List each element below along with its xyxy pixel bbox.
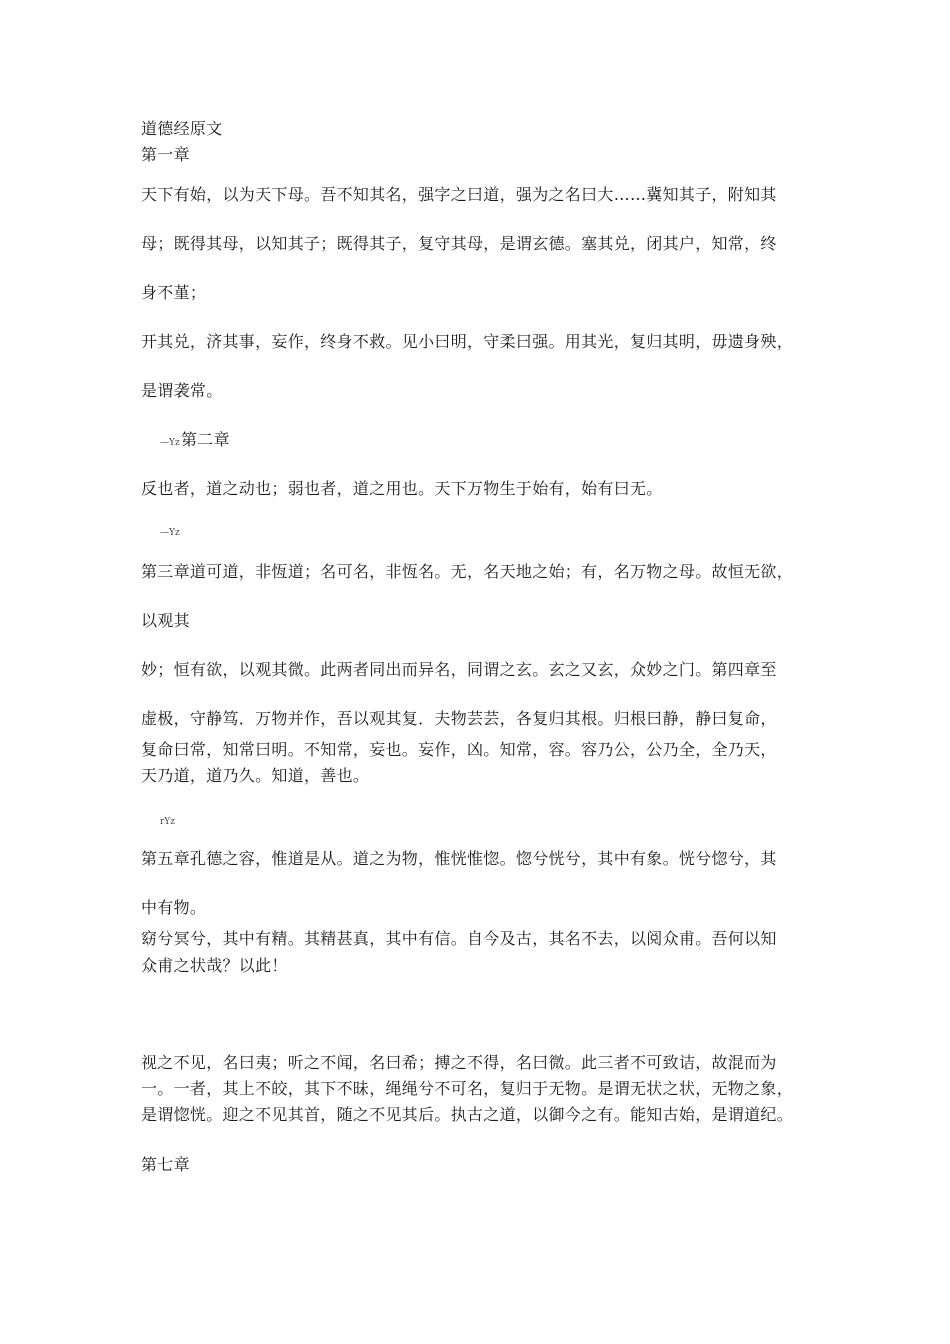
chapter-heading-2: 第二章	[181, 430, 230, 449]
text-line: 天乃道，道乃久。知道，善也。	[141, 766, 370, 785]
text-line: 母；既得其母，以知其子；既得其子，复守其母，是谓玄德。塞其兑，闭其户，知常，终	[141, 234, 777, 253]
text-line: 以观其	[141, 611, 190, 630]
text-line: 第五章孔德之容，惟道是从。道之为物，惟恍惟惚。惚兮恍兮，其中有象。恍兮惚兮，其	[141, 849, 777, 868]
text-line: 第三章道可道，非恆道；名可名，非恆名。无，名天地之始；有，名万物之母。故恒无欲，	[141, 562, 794, 581]
text-line: 反也者，道之动也；弱也者，道之用也。天下万物生于始有，始有曰无。	[141, 479, 663, 498]
chapter-heading-1: 第一章	[141, 145, 190, 164]
footnote-mark: —Yz	[160, 528, 180, 538]
text-line: 复命曰常，知常曰明。不知常，妄也。妄作，凶。知常，容。容乃公，公乃全，全乃天，	[141, 740, 777, 759]
text-line: 身不堇；	[141, 283, 207, 302]
chapter-heading-7: 第七章	[141, 1155, 190, 1174]
text-line: 一。一者，其上不皎，其下不昧，绳绳兮不可名，复归于无物。是谓无状之状，无物之象，	[141, 1079, 794, 1098]
footnote-mark: rYz	[160, 817, 175, 827]
text-line: 是谓袭常。	[141, 381, 223, 400]
text-line: 视之不见，名曰夷；听之不闻，名曰希；搏之不得，名曰微。此三者不可致诘，故混而为	[141, 1053, 777, 1072]
text-line: 开其兑，济其事，妄作，终身不救。见小曰明，守柔曰强。用其光，复归其明，毋遗身殃，	[141, 332, 794, 351]
text-line: 是谓惚恍。迎之不见其首，随之不见其后。执古之道，以御今之有。能知古始，是谓道纪。	[141, 1105, 794, 1124]
text-line: 虚极，守静笃．万物并作，吾以观其复．夫物芸芸，各复归其根。归根曰静，静曰复命，	[141, 709, 777, 728]
text-line: 天下有始，以为天下母。吾不知其名，强字之曰道，强为之名曰大……冀知其子，附知其	[141, 185, 777, 204]
footnote-mark: —Yz	[160, 438, 180, 448]
text-line: 妙；恒有欲，以观其微。此两者同出而异名，同谓之玄。玄之又玄，众妙之门。第四章至	[141, 660, 777, 679]
text-line: 众甫之状哉？以此！	[141, 956, 288, 975]
text-line: 窈兮冥兮，其中有精。其精甚真，其中有信。自今及古，其名不去，以阅众甫。吾何以知	[141, 929, 777, 948]
text-line: 中有物。	[141, 898, 207, 917]
document-title: 道德经原文	[141, 119, 223, 138]
